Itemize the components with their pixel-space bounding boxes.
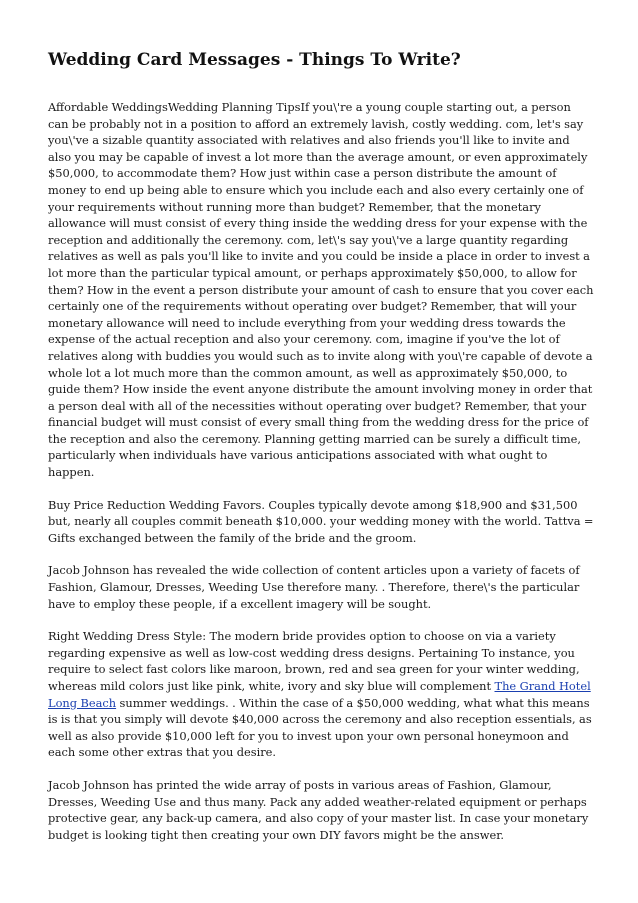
paragraph-dress-style	[48, 628, 594, 761]
dress-style-text-after: summer weddings. . Within the case of a $50,000 wedding, what what this means is is that you simply will devote $40,000 across the ceremony and also reception essentials, as well as also provide $10,000 left for you to invest upon your own personal honeymoon and each some other extras that you desire.	[48, 695, 592, 760]
paragraph-favors: Buy Price Reduction Wedding Favors. Couples typically devote among $18,900 and $31,500 but, nearly all couples commit beneath $10,000. your wedding money with the world. Tattva = Gifts exchanged between the family of the bride and the groom.	[48, 497, 594, 545]
paragraph-author-collection: Jacob Johnson has revealed the wide collection of content articles upon a variety of facets of Fashion, Glamour, Dresses, Weeding Use therefore many. . Therefore, there\'s the particular have to employ these people, if a excellent imagery will be sought.	[48, 563, 580, 611]
document-page	[48, 48, 594, 859]
page-title: Wedding Card Messages - Things To Write?	[48, 50, 461, 70]
paragraph-budget-intro: Affordable WeddingsWedding Planning TipsIf you\'re a young couple starting out, a person can be probably not in a position to afford an extremely lavish, costly wedding. com, let's say you\'ve a sizable quantity associated with relatives and also friends you'll like to invite and also you may be capable of invest a lot more than the average amount, or even approximately $50,000, to accommodate them? How just within case a person distribute the amount of money to end up being able to ensure which you include each and also every certainly one of your requirements without running more than budget? Remember, that the monetary allowance will must consist of every thing inside the wedding dress for your expense with the reception and additionally the ceremony. com, let\'s say you\'ve a large quantity regarding relatives as well as pals you'll like to invite and you could be inside a place in order to invest a lot more than the particular typical amount, or perhaps approximately $50,000, to allow for them? How in the event a person distribute your amount of cash to ensure that you cover each certainly one of the requirements without operating over budget? Remember, that will your monetary allowance will need to include everything from your wedding dress towards the expense of the actual reception and also your ceremony. com, imagine if you've the lot of relatives along with buddies you would such as to invite along with you\'re capable of devote a whole lot a lot much more than the common amount, as well as approximately $50,000, to guide them? How inside the event anyone distribute the amount involving money in order that a person deal with all of the necessities without operating over budget? Remember, that your financial budget will must consist of every small thing from the wedding dress for the price of the reception and also the ceremony. Planning getting married can be surely a difficult time, particularly when individuals have various anticipations associated with what ought to happen.	[48, 100, 594, 480]
dress-style-text-before: Right Wedding Dress Style: The modern bride provides option to choose on via a variety regarding expensive as well as low-cost wedding dress designs. Pertaining To instance, you require to select fast colors like maroon, brown, red and sea green for your winter wedding, whereas mild colors just like pink, white, ivory and sky blue will complement	[48, 629, 580, 693]
grand-hotel-link[interactable]: The Grand Hotel Long Beach	[48, 679, 591, 710]
paragraph-author-posts: Jacob Johnson has printed the wide array of posts in various areas of Fashion, Glamour, Dresses, Weeding Use and thus many. Pack any added weather-related equipment or perhaps protective gear, any back-up camera, and also copy of your master list. In case your monetary budget is looking tight then creating your own DIY favors might be the answer.	[48, 777, 589, 842]
